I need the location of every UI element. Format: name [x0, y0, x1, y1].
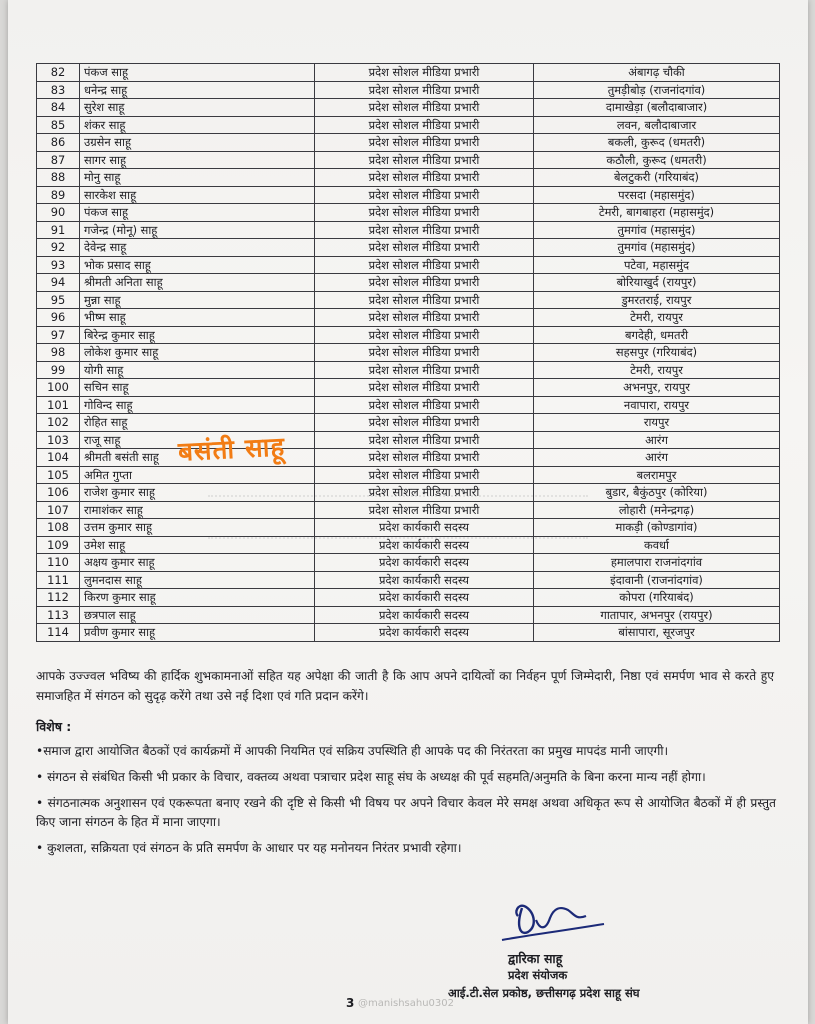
place-cell: बुडार, बैकुंठपुर (कोरिया): [534, 484, 780, 502]
name-stamp: बसंती साहू: [177, 432, 286, 468]
row-number-cell: 99: [37, 361, 80, 379]
row-number-cell: 102: [37, 414, 80, 432]
table-row: [37, 274, 780, 292]
row-number-cell: 105: [37, 466, 80, 484]
post-cell: प्रदेश सोशल मीडिया प्रभारी: [315, 449, 534, 467]
member-name-cell: पंकज साहू: [80, 204, 315, 222]
member-name-cell: शंकर साहू: [80, 116, 315, 134]
table-row: [37, 379, 780, 397]
member-name-cell: राजेश कुमार साहू: [80, 484, 315, 502]
row-number-cell: 83: [37, 81, 80, 99]
place-cell: बोरियाखुर्द (रायपुर): [534, 274, 780, 292]
row-number-cell: 106: [37, 484, 80, 502]
place-cell: बांसापारा, सूरजपुर: [534, 624, 780, 642]
place-cell: बलरामपुर: [534, 466, 780, 484]
place-cell: तुमगांव (महासमुंद): [534, 239, 780, 257]
place-cell: इंदावानी (राजनांदगांव): [534, 571, 780, 589]
place-cell: बेलटुकरी (गरियाबंद): [534, 169, 780, 187]
table-row: [37, 221, 780, 239]
member-name-cell: सारकेश साहू: [80, 186, 315, 204]
place-cell: लवन, बलौदाबाजार: [534, 116, 780, 134]
post-cell: प्रदेश कार्यकारी सदस्य: [315, 606, 534, 624]
row-number-cell: 97: [37, 326, 80, 344]
row-number-cell: 85: [37, 116, 80, 134]
post-cell: प्रदेश कार्यकारी सदस्य: [315, 519, 534, 537]
table-row: [37, 571, 780, 589]
place-cell: टेमरी, रायपुर: [534, 309, 780, 327]
post-cell: प्रदेश सोशल मीडिया प्रभारी: [315, 169, 534, 187]
member-name-cell: लोकेश कुमार साहू: [80, 344, 315, 362]
post-cell: प्रदेश कार्यकारी सदस्य: [315, 554, 534, 572]
faint-watermark: [208, 495, 588, 539]
row-number-cell: 82: [37, 64, 80, 82]
post-cell: प्रदेश सोशल मीडिया प्रभारी: [315, 221, 534, 239]
row-number-cell: 92: [37, 239, 80, 257]
post-cell: प्रदेश सोशल मीडिया प्रभारी: [315, 186, 534, 204]
table-row: [37, 81, 780, 99]
place-cell: कवर्धा: [534, 536, 780, 554]
row-number-cell: 98: [37, 344, 80, 362]
post-cell: प्रदेश सोशल मीडिया प्रभारी: [315, 379, 534, 397]
post-cell: प्रदेश कार्यकारी सदस्य: [315, 589, 534, 607]
table-row: [37, 449, 780, 467]
place-cell: हमालपारा राजनांदगांव: [534, 554, 780, 572]
row-number-cell: 88: [37, 169, 80, 187]
member-name-cell: योगी साहू: [80, 361, 315, 379]
member-name-cell: छत्रपाल साहू: [80, 606, 315, 624]
table-row: [37, 151, 780, 169]
place-cell: गातापार, अभनपुर (रायपुर): [534, 606, 780, 624]
table-row: [37, 326, 780, 344]
document-page: [8, 0, 808, 1024]
row-number-cell: 103: [37, 431, 80, 449]
place-cell: परसदा (महासमुंद): [534, 186, 780, 204]
member-name-cell: रामाशंकर साहू: [80, 501, 315, 519]
signatory-organization: आई.टी.सेल प्रकोष्ठ, छत्तीसगढ़ प्रदेश साहू संघ: [448, 986, 640, 1000]
place-cell: लोहारी (मनेन्द्रगढ़): [534, 501, 780, 519]
table-row: [37, 64, 780, 82]
row-number-cell: 112: [37, 589, 80, 607]
note-item: • संगठन से संबंधित किसी भी प्रकार के विचार, वक्तव्य अथवा पत्राचार प्रदेश साहू संघ के अध्यक्ष की पूर्व सहमति/अनुमति के बिना करना मान्य नहीं होगा।: [36, 770, 706, 784]
table-row: [37, 134, 780, 152]
member-name-cell: भीष्म साहू: [80, 309, 315, 327]
place-cell: तुमगांव (महासमुंद): [534, 221, 780, 239]
place-cell: अंबागढ़ चौकी: [534, 64, 780, 82]
table-row: [37, 204, 780, 222]
place-cell: आरंग: [534, 431, 780, 449]
post-cell: प्रदेश सोशल मीडिया प्रभारी: [315, 431, 534, 449]
member-name-cell: सागर साहू: [80, 151, 315, 169]
row-number-cell: 94: [37, 274, 80, 292]
table-row: [37, 99, 780, 117]
social-handle: @manishsahu0302: [358, 998, 454, 1009]
member-name-cell: श्रीमती अनिता साहू: [80, 274, 315, 292]
row-number-cell: 104: [37, 449, 80, 467]
table-row: [37, 344, 780, 362]
table-row: [37, 466, 780, 484]
table-row: [37, 361, 780, 379]
member-name-cell: भोक प्रसाद साहू: [80, 256, 315, 274]
post-cell: प्रदेश सोशल मीडिया प्रभारी: [315, 151, 534, 169]
table-row: [37, 554, 780, 572]
place-cell: टेमरी, बागबाहरा (महासमुंद): [534, 204, 780, 222]
table-row: [37, 431, 780, 449]
member-name-cell: पंकज साहू: [80, 64, 315, 82]
member-name-cell: श्रीमती बसंती साहू: [80, 449, 315, 467]
page-number: 3: [346, 996, 355, 1010]
member-name-cell: सचिन साहू: [80, 379, 315, 397]
row-number-cell: 87: [37, 151, 80, 169]
place-cell: बकली, कुरूद (धमतरी): [534, 134, 780, 152]
table-row: [37, 169, 780, 187]
row-number-cell: 84: [37, 99, 80, 117]
note-item: •समाज द्वारा आयोजित बैठकों एवं कार्यक्रमों में आपकी नियमित एवं सक्रिय उपस्थिति ही आपके पद की निरंतरता का प्रमुख मापदंड मानी जाएगी।: [36, 744, 669, 758]
signature-mark: [494, 896, 614, 950]
row-number-cell: 89: [37, 186, 80, 204]
table-row: [37, 606, 780, 624]
post-cell: प्रदेश कार्यकारी सदस्य: [315, 536, 534, 554]
member-name-cell: मुन्ना साहू: [80, 291, 315, 309]
member-name-cell: लुमनदास साहू: [80, 571, 315, 589]
member-name-cell: गजेन्द्र (मोनू) साहू: [80, 221, 315, 239]
row-number-cell: 108: [37, 519, 80, 537]
post-cell: प्रदेश सोशल मीडिया प्रभारी: [315, 326, 534, 344]
table-row: [37, 624, 780, 642]
signatory-title: प्रदेश संयोजक: [508, 968, 568, 982]
table-row: [37, 239, 780, 257]
member-name-cell: मोनु साहू: [80, 169, 315, 187]
member-name-cell: राजू साहू: [80, 431, 315, 449]
member-name-cell: उत्तम कुमार साहू: [80, 519, 315, 537]
table-row: [37, 256, 780, 274]
place-cell: सहसपुर (गरियाबंद): [534, 344, 780, 362]
post-cell: प्रदेश सोशल मीडिया प्रभारी: [315, 361, 534, 379]
wishes-paragraph: आपके उज्ज्वल भविष्य की हार्दिक शुभकामनाओं सहित यह अपेक्षा की जाती है कि आप अपने दायित्वों का निर्वहन पूर्ण जिम्मेदारी, निष्ठा एवं समर्पण भाव से करते हुए समाजहित में संगठन को सुदृढ़ करेंगे तथा उसे नई दिशा एवं गति प्रदान करेंगे।: [36, 669, 774, 703]
member-name-cell: उग्रसेन साहू: [80, 134, 315, 152]
table-row: [37, 309, 780, 327]
post-cell: प्रदेश सोशल मीडिया प्रभारी: [315, 484, 534, 502]
note-item: • कुशलता, सक्रियता एवं संगठन के प्रति समर्पण के आधार पर यह मनोनयन निरंतर प्रभावी रहेगा।: [36, 841, 462, 855]
place-cell: अभनपुर, रायपुर: [534, 379, 780, 397]
post-cell: प्रदेश कार्यकारी सदस्य: [315, 571, 534, 589]
row-number-cell: 95: [37, 291, 80, 309]
signatory-name: द्वारिका साहू: [508, 951, 563, 966]
member-name-cell: सुरेश साहू: [80, 99, 315, 117]
post-cell: प्रदेश सोशल मीडिया प्रभारी: [315, 134, 534, 152]
place-cell: तुमड़ीबोड़ (राजनांदगांव): [534, 81, 780, 99]
row-number-cell: 110: [37, 554, 80, 572]
member-name-cell: देवेन्द्र साहू: [80, 239, 315, 257]
post-cell: प्रदेश सोशल मीडिया प्रभारी: [315, 256, 534, 274]
table-row: [37, 291, 780, 309]
post-cell: प्रदेश सोशल मीडिया प्रभारी: [315, 344, 534, 362]
place-cell: बगदेही, धमतरी: [534, 326, 780, 344]
note-item: • संगठनात्मक अनुशासन एवं एकरूपता बनाए रखने की दृष्टि से किसी भी विषय पर अपने विचार केवल मेरे समक्ष अथवा अधिकृत रूप से आयोजित बैठकों में ही प्रस्तुत किए जाना संगठन के हित में माना जाएगा।: [36, 796, 776, 829]
member-name-cell: धनेन्द्र साहू: [80, 81, 315, 99]
post-cell: प्रदेश सोशल मीडिया प्रभारी: [315, 204, 534, 222]
table-row: [37, 414, 780, 432]
member-name-cell: प्रवीण कुमार साहू: [80, 624, 315, 642]
place-cell: नवापारा, रायपुर: [534, 396, 780, 414]
post-cell: प्रदेश सोशल मीडिया प्रभारी: [315, 291, 534, 309]
place-cell: कोपरा (गरियाबंद): [534, 589, 780, 607]
row-number-cell: 100: [37, 379, 80, 397]
place-cell: माकड़ी (कोण्डागांव): [534, 519, 780, 537]
post-cell: प्रदेश सोशल मीडिया प्रभारी: [315, 64, 534, 82]
member-name-cell: रोहित साहू: [80, 414, 315, 432]
row-number-cell: 96: [37, 309, 80, 327]
member-name-cell: गोविन्द साहू: [80, 396, 315, 414]
place-cell: टेमरी, रायपुर: [534, 361, 780, 379]
post-cell: प्रदेश कार्यकारी सदस्य: [315, 624, 534, 642]
post-cell: प्रदेश सोशल मीडिया प्रभारी: [315, 239, 534, 257]
post-cell: प्रदेश सोशल मीडिया प्रभारी: [315, 81, 534, 99]
row-number-cell: 90: [37, 204, 80, 222]
place-cell: रायपुर: [534, 414, 780, 432]
place-cell: कठौली, कुरूद (धमतरी): [534, 151, 780, 169]
member-name-cell: बिरेन्द्र कुमार साहू: [80, 326, 315, 344]
row-number-cell: 109: [37, 536, 80, 554]
row-number-cell: 114: [37, 624, 80, 642]
post-cell: प्रदेश सोशल मीडिया प्रभारी: [315, 396, 534, 414]
place-cell: दामाखेड़ा (बलौदाबाजार): [534, 99, 780, 117]
special-heading: विशेष :: [36, 719, 72, 734]
member-table-body: [37, 64, 780, 642]
table-row: [37, 186, 780, 204]
post-cell: प्रदेश सोशल मीडिया प्रभारी: [315, 309, 534, 327]
post-cell: प्रदेश सोशल मीडिया प्रभारी: [315, 116, 534, 134]
member-name-cell: किरण कुमार साहू: [80, 589, 315, 607]
post-cell: प्रदेश सोशल मीडिया प्रभारी: [315, 501, 534, 519]
row-number-cell: 101: [37, 396, 80, 414]
member-name-cell: उमेश साहू: [80, 536, 315, 554]
row-number-cell: 91: [37, 221, 80, 239]
row-number-cell: 86: [37, 134, 80, 152]
post-cell: प्रदेश सोशल मीडिया प्रभारी: [315, 274, 534, 292]
member-name-cell: अमित गुप्ता: [80, 466, 315, 484]
table-row: [37, 396, 780, 414]
row-number-cell: 111: [37, 571, 80, 589]
post-cell: प्रदेश सोशल मीडिया प्रभारी: [315, 466, 534, 484]
notes-list: [36, 742, 776, 865]
member-name-cell: अक्षय कुमार साहू: [80, 554, 315, 572]
place-cell: पटेवा, महासमुंद: [534, 256, 780, 274]
table-row: [37, 589, 780, 607]
row-number-cell: 93: [37, 256, 80, 274]
member-table: [36, 63, 780, 642]
row-number-cell: 107: [37, 501, 80, 519]
place-cell: आरंग: [534, 449, 780, 467]
place-cell: डुमरतराई, रायपुर: [534, 291, 780, 309]
post-cell: प्रदेश सोशल मीडिया प्रभारी: [315, 99, 534, 117]
row-number-cell: 113: [37, 606, 80, 624]
table-row: [37, 116, 780, 134]
post-cell: प्रदेश सोशल मीडिया प्रभारी: [315, 414, 534, 432]
